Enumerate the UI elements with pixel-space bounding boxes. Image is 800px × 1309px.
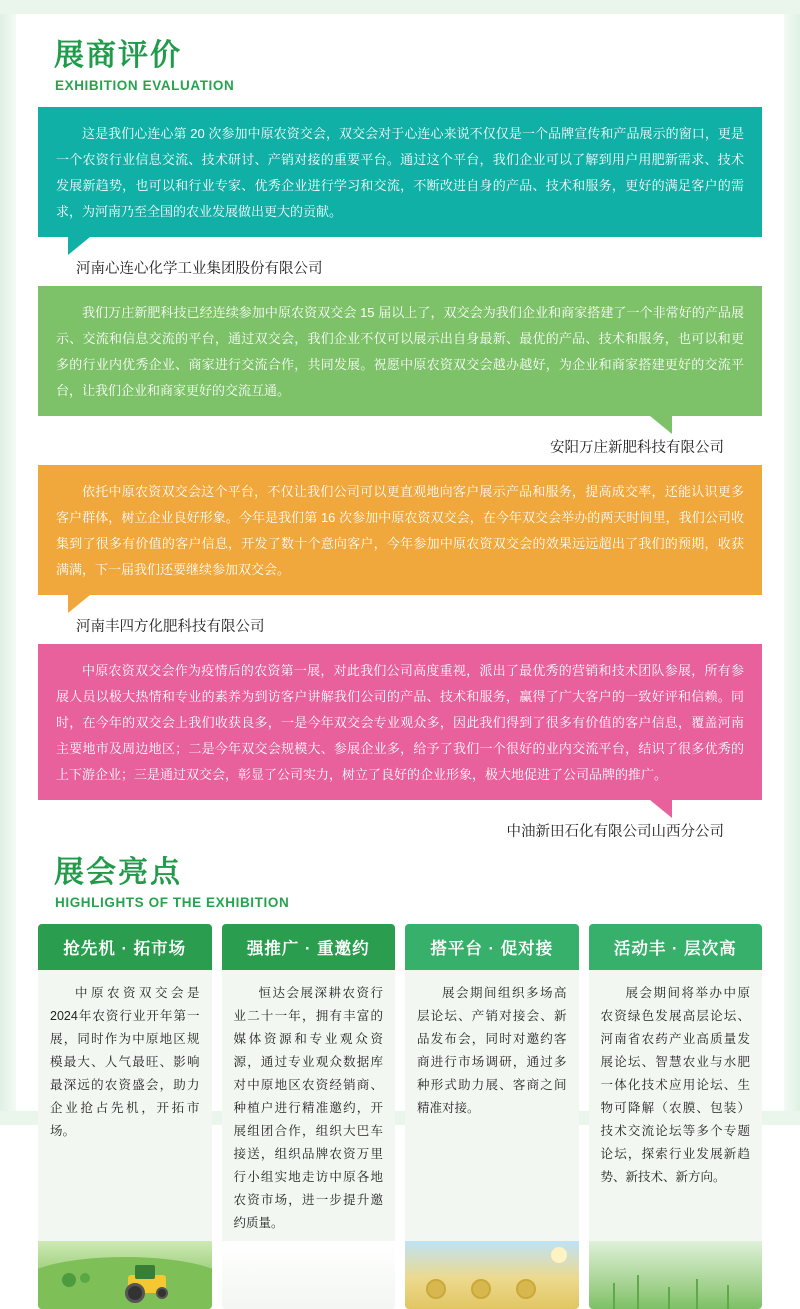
blank-illustration [222,1241,396,1309]
bubble-tail [68,595,90,613]
highlight-text: 中原农资双交会是2024年农资行业开年第一展，同时作为中原地区规模最大、人气最旺、影响最深远的农资盛会，助力企业抢占先机，开拓市场。 [50,986,200,1138]
highlight-card [38,924,212,1309]
highlight-body [222,970,396,1241]
testimonial-text: 中原农资双交会作为疫情后的农资第一展，对此我们公司高度重视，派出了最优秀的营销和技术团队参展，所有参展人员以极大热情和专业的素养为到访客户讲解我们公司的产品、技术和服务，赢得了广大客户的一致好评和信赖。同时，在今年的双交会上我们收获良多，一是今年双交会专业观众多，因此我们得到了很多有价值的客户信息，覆盖河南主要地市及周边地区；二是今年双交会规模大、参展企业多，给予了我们一个很好的业内交流平台，结识了很多优秀的上下游企业；三是通过双交会，彰显了公司实力，树立了良好的企业形象，极大地促进了公司品牌的推广。 [56,663,744,782]
highlight-body [38,970,212,1241]
hay-field-illustration [405,1241,579,1309]
highlight-card [589,924,763,1309]
highlight-body [405,970,579,1241]
testimonial-text: 依托中原农资双交会这个平台，不仅让我们公司可以更直观地向客户展示产品和服务，提高成交率，还能认识更多客户群体，树立企业良好形象。今年是我们第 16 次参加中原农资双交会，在今年双交会举办的两天时间里，我们公司收集到了很多有价值的客户信息，开发了数十个意向客户，今年参加中原农资双交会的效果远远超出了我们的预期，收获满满，下一届我们还要继续参加双交会。 [56,484,744,577]
testimonial-item [38,465,762,636]
section-title-highlights-en: HIGHLIGHTS OF THE EXHIBITION [55,895,290,910]
testimonial-text: 这是我们心连心第 20 次参加中原农资交会，双交会对于心连心来说不仅仅是一个品牌宣传和产品展示的窗口，更是一个农资行业信息交流、技术研讨、产销对接的重要平台。通过这个平台，我们企业可以了解到用户用肥新需求、技术发展新趋势，也可以和行业专家、优秀企业进行学习和交流，不断改进自身的产品、技术和服务，更好的满足客户的需求，为河南乃至全国的农业发展做出更大的贡献。 [56,126,744,219]
highlight-card [222,924,396,1309]
section-title-evaluation-en: EXHIBITION EVALUATION [55,78,235,93]
highlight-body [589,970,763,1241]
highlight-title: 活动丰 · 层次高 [589,924,763,970]
testimonial-bubble [38,465,762,595]
testimonial-company: 安阳万庄新肥科技有限公司 [550,440,724,456]
testimonial-company: 中油新田石化有限公司山西分公司 [506,824,724,840]
testimonial-bubble [38,107,762,237]
section-title-evaluation-cn: 展商评价 [54,39,182,72]
highlights-list [38,924,762,1309]
tractor-field-illustration [38,1241,212,1309]
testimonial-text: 我们万庄新肥科技已经连续参加中原农资双交会 15 届以上了，双交会为我们企业和商家搭建了一个非常好的产品展示、交流和信息交流的平台，通过双交会，我们企业不仅可以展示出自身最新、最优的产品、技术和服务，也可以和更多的行业内优秀企业、商家进行交流合作，共同发展。祝愿中原农资双交会越办越好，为企业和商家搭建更好的交流平台，让我们企业和商家更好的交流互通。 [56,305,744,398]
page-content [16,14,784,1230]
testimonial-item [38,644,762,841]
testimonial-bubble [38,286,762,416]
highlight-title: 搭平台 · 促对接 [405,924,579,970]
section-title-highlights-cn: 展会亮点 [54,856,182,889]
testimonial-list [38,107,762,841]
page-border-left [0,0,16,1125]
bubble-tail [650,416,672,434]
highlight-text: 展会期间将举办中原农资绿色发展高层论坛、河南省农药产业高质量发展论坛、智慧农业与水肥一体化技术应用论坛、生物可降解（农膜、包装）技术交流论坛等多个专题论坛，探索行业发展新趋势、新技术、新方向。 [600,986,750,1184]
testimonial-bubble [38,644,762,800]
highlight-title: 抢先机 · 拓市场 [38,924,212,970]
testimonial-item [38,286,762,457]
bubble-tail [68,237,90,255]
testimonial-company: 河南丰四方化肥科技有限公司 [76,619,265,635]
page-border-right [784,0,800,1125]
highlight-text: 展会期间组织多场高层论坛、产销对接会、新品发布会，同时对邀约客商进行市场调研，通过多种形式助力展、客商之间精准对接。 [417,986,567,1115]
testimonial-item [38,107,762,278]
green-field-illustration [589,1241,763,1309]
testimonial-company: 河南心连心化学工业集团股份有限公司 [76,261,323,277]
bubble-tail [650,800,672,818]
highlight-title: 强推广 · 重邀约 [222,924,396,970]
highlight-card [405,924,579,1309]
page-border-top [0,0,800,14]
highlight-text: 恒达会展深耕农资行业二十一年，拥有丰富的媒体资源和专业观众资源，通过专业观众数据库对中原地区农资经销商、种植户进行精准邀约，开展组团合作，组织大巴车接送，组织品牌农资万里行小组实地走访中原各地农资市场，进一步提升邀约质量。 [233,986,383,1230]
